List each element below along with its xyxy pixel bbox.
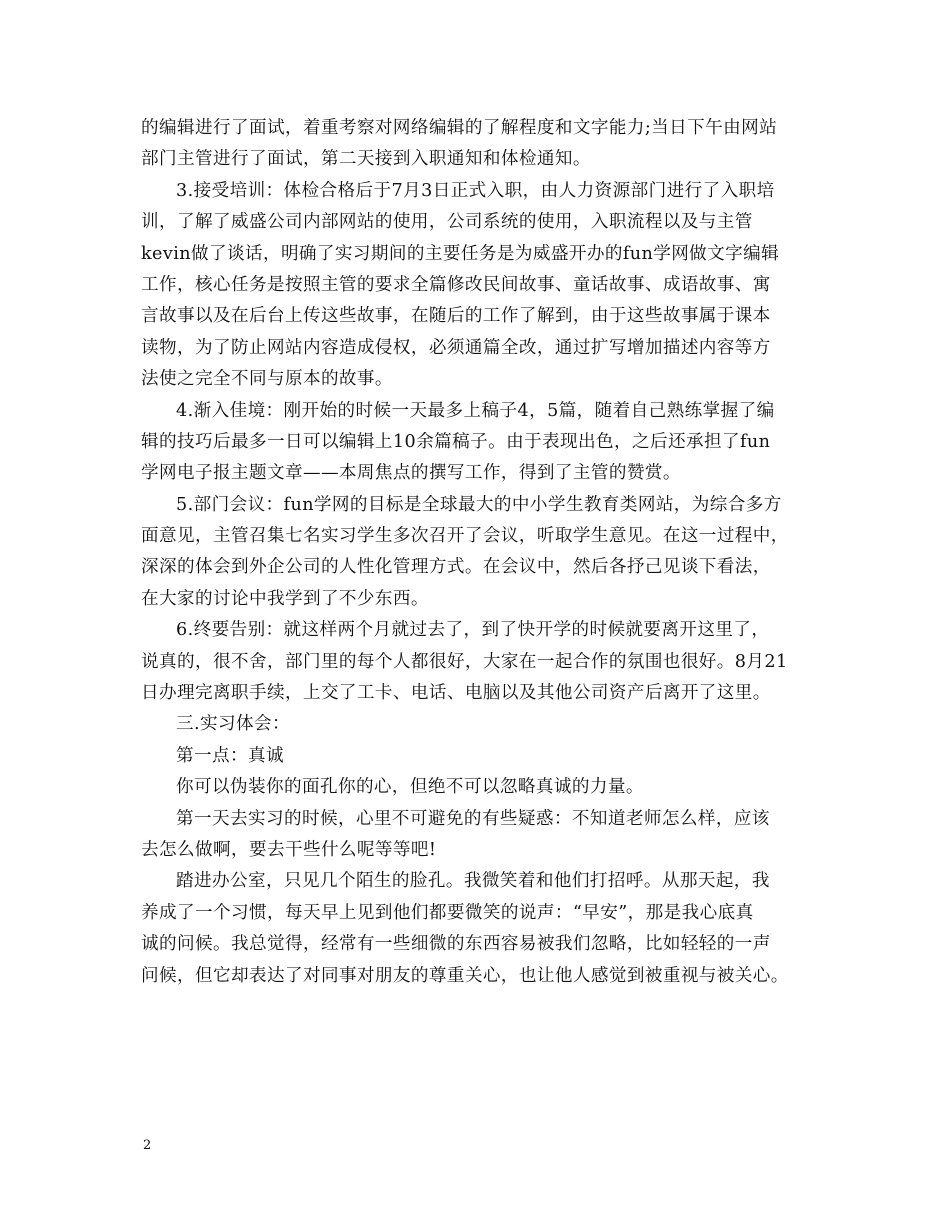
page-number: 2 [143, 1138, 152, 1153]
text-line: 学网电子报主题文章——本周焦点的撰写工作，得到了主管的赞赏。 [141, 463, 681, 484]
text-line: 第一天去实习的时候，心里不可避免的有些疑惑：不知道老师怎么样，应该 [176, 808, 770, 829]
text-line: 你可以伪装你的面孔你的心，但绝不可以忽略真诚的力量。 [176, 777, 644, 798]
text-line: 第一点：真诚 [176, 745, 284, 766]
document-body [141, 113, 811, 992]
text-line: 部门主管进行了面试，第二天接到入职通知和体检通知。 [141, 149, 591, 170]
text-line: 工作，核心任务是按照主管的要求全篇修改民间故事、童话故事、成语故事、寓 [141, 274, 771, 295]
text-line: 4.渐入佳境：刚开始的时候一天最多上稿子4，5篇，随着自己熟练掌握了编 [176, 400, 775, 421]
text-line: 在大家的讨论中我学到了不少东西。 [141, 588, 429, 609]
text-line: 训，了解了威盛公司内部网站的使用，公司系统的使用，入职流程以及与主管 [141, 212, 753, 233]
text-line: 读物，为了防止网站内容造成侵权，必须通篇全改，通过扩写增加描述内容等方 [141, 337, 771, 358]
text-line: 6.终要告别：就这样两个月就过去了，到了快开学的时候就要离开这里了， [176, 620, 770, 641]
text-line: 5.部门会议：fun学网的目标是全球最大的中小学生教育类网站，为综合多方 [176, 494, 782, 515]
text-line: 三.实习体会： [176, 714, 290, 735]
text-line: 说真的，很不舍，部门里的每个人都很好，大家在一起合作的氛围也很好。8月21 [141, 651, 788, 672]
text-line: 诚的问候。我总觉得，经常有一些细微的东西容易被我们忽略，比如轻轻的一声 [141, 934, 771, 955]
text-line: 养成了一个习惯，每天早上见到他们都要微笑的说声：“早安”，那是我心底真 [141, 902, 754, 923]
text-line: 面意见，主管召集七名实习学生多次召开了会议，听取学生意见。在这一过程中， [141, 526, 789, 547]
text-line: 深深的体会到外企公司的人性化管理方式。在会议中，然后各抒己见谈下看法， [141, 557, 771, 578]
text-line: 的编辑进行了面试，着重考察对网络编辑的了解程度和文字能力;当日下午由网站 [141, 118, 778, 138]
text-line: 问候，但它却表达了对同事对朋友的尊重关心，也让他人感觉到被重视与被关心。 [141, 965, 789, 986]
text-line: 3.接受培训：体检合格后于7月3日正式入职，由人力资源部门进行了入职培 [176, 180, 775, 201]
text-line: 言故事以及在后台上传这些故事，在随后的工作了解到，由于这些故事属于课本 [141, 306, 771, 327]
text-line: 辑的技巧后最多一日可以编辑上10余篇稿子。由于表现出色，之后还承担了fun [141, 431, 771, 452]
text-line: 去怎么做啊，要去干些什么呢等等吧! [141, 839, 437, 860]
text-line: 日办理完离职手续，上交了工卡、电话、电脑以及其他公司资产后离开了这里。 [141, 683, 771, 704]
text-line: 法使之完全不同与原本的故事。 [141, 369, 393, 390]
text-line: 踏进办公室，只见几个陌生的脸孔。我微笑着和他们打招呼。从那天起，我 [176, 871, 770, 892]
text-line: kevin做了谈话，明确了实习期间的主要任务是为威盛开办的fun学网做文字编辑 [141, 243, 780, 264]
